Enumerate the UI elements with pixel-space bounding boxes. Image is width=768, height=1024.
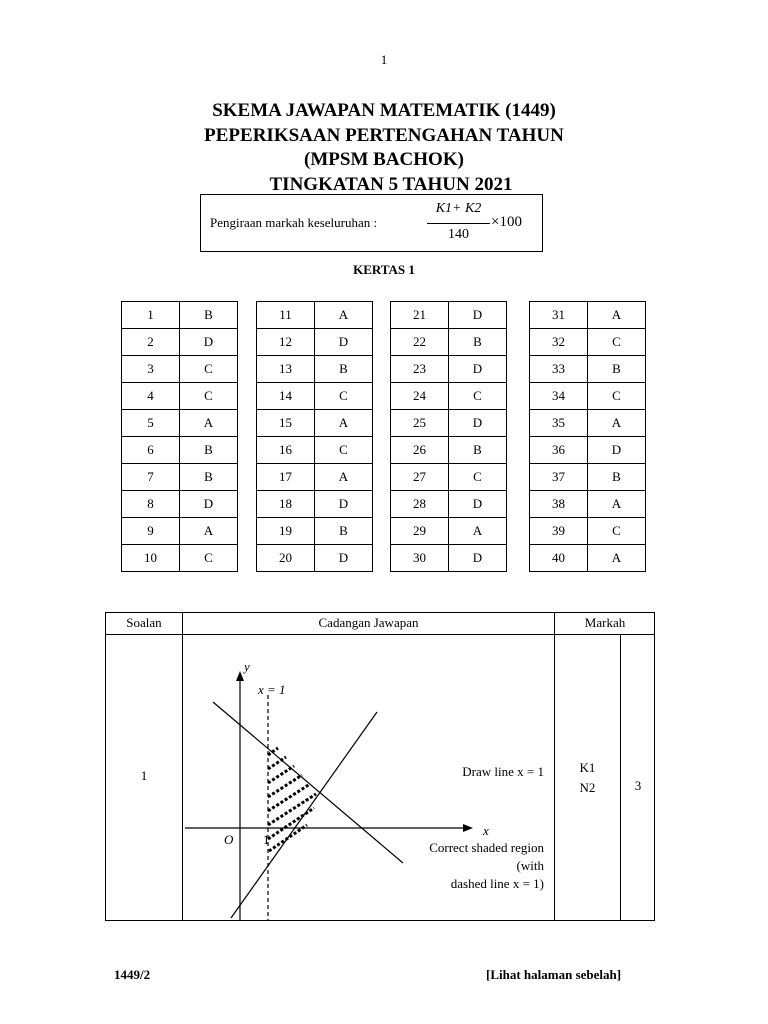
answer-row (122, 383, 238, 410)
answer-cell: C (180, 356, 238, 383)
answer-row (122, 302, 238, 329)
answer-table (390, 301, 507, 572)
answer-cell: C (180, 383, 238, 410)
answer-cell: C (449, 383, 507, 410)
question-number-cell: 11 (257, 302, 315, 329)
question-number-cell: 23 (391, 356, 449, 383)
note-draw-line: Draw line x = 1 (462, 764, 544, 779)
decreasing-line (213, 702, 403, 863)
answer-row (530, 329, 646, 356)
answer-cell: D (449, 491, 507, 518)
answer-row (391, 464, 507, 491)
question-number-cell: 34 (530, 383, 588, 410)
answer-row (391, 545, 507, 572)
answer-cell: A (315, 302, 373, 329)
answer-cell: A (588, 302, 646, 329)
answer-cell: D (449, 356, 507, 383)
answer-cell: D (449, 545, 507, 572)
question-number-cell: 2 (122, 329, 180, 356)
title-line-2: PEPERIKSAAN PERTENGAHAN TAHUN (204, 124, 564, 146)
answer-cell: A (588, 545, 646, 572)
answer-row (257, 329, 373, 356)
marks-formula-box (200, 194, 543, 252)
answer-row (122, 491, 238, 518)
answer-row (122, 410, 238, 437)
answer-row (391, 356, 507, 383)
answer-cell: C (315, 383, 373, 410)
x-axis-label: x (483, 823, 489, 838)
line-label-x-equals-1: x = 1 (258, 682, 286, 697)
answer-row (257, 437, 373, 464)
y-axis-arrow (236, 671, 244, 681)
answer-row (257, 410, 373, 437)
increasing-line (231, 712, 377, 918)
answer-row (391, 491, 507, 518)
question-number-cell: 37 (530, 464, 588, 491)
y-axis-label: y (244, 659, 250, 674)
question-number-cell: 26 (391, 437, 449, 464)
question-number-cell: 38 (530, 491, 588, 518)
answer-row (122, 356, 238, 383)
formula-fraction (427, 201, 490, 243)
question-number-cell: 20 (257, 545, 315, 572)
note-shaded-region (429, 839, 544, 893)
question-number-cell: 9 (122, 518, 180, 545)
answer-row (122, 518, 238, 545)
answer-row (530, 518, 646, 545)
note-region-line-2: (with (516, 858, 544, 873)
answer-cell: D (588, 437, 646, 464)
note-region-line-3: dashed line x = 1) (450, 876, 544, 891)
footer-next-page: [Lihat halaman sebelah] (486, 967, 622, 982)
answer-cell: B (315, 518, 373, 545)
mark-codes (555, 758, 620, 798)
answer-row (122, 437, 238, 464)
answer-cell: A (180, 410, 238, 437)
answer-cell: A (588, 491, 646, 518)
question-number-cell: 7 (122, 464, 180, 491)
answer-cell: D (315, 329, 373, 356)
answer-cell: A (180, 518, 238, 545)
answer-row (122, 329, 238, 356)
question-number-cell: 15 (257, 410, 315, 437)
question-number-cell: 30 (391, 545, 449, 572)
answer-row (530, 383, 646, 410)
header-answer: Cadangan Jawapan (318, 615, 419, 630)
answer-cell: D (180, 329, 238, 356)
question-number-cell: 6 (122, 437, 180, 464)
mark-code-n2: N2 (579, 780, 596, 795)
title-line-1: SKEMA JAWAPAN MATEMATIK (1449) (212, 100, 556, 121)
question-number-cell: 3 (122, 356, 180, 383)
answer-cell: A (588, 410, 646, 437)
question-number-cell: 4 (122, 383, 180, 410)
title-line-4: TINGKATAN 5 TAHUN 2021 (269, 173, 513, 195)
answer-row (530, 302, 646, 329)
answer-row (391, 302, 507, 329)
answer-table (256, 301, 373, 572)
question-number-cell: 1 (122, 302, 180, 329)
answer-row (530, 356, 646, 383)
page-number: 1 (380, 52, 388, 67)
question-number-cell: 12 (257, 329, 315, 356)
origin-label: O (224, 832, 234, 847)
answer-row (391, 329, 507, 356)
question-number-cell: 27 (391, 464, 449, 491)
mark-code-k1: K1 (579, 760, 596, 775)
answer-cell: B (315, 356, 373, 383)
answer-row (257, 356, 373, 383)
question-number-cell: 29 (391, 518, 449, 545)
answer-cell: D (315, 545, 373, 572)
answer-cell: A (449, 518, 507, 545)
question-number-cell: 35 (530, 410, 588, 437)
question-number-cell: 14 (257, 383, 315, 410)
answer-row (530, 464, 646, 491)
answer-row (257, 302, 373, 329)
question-number-cell: 24 (391, 383, 449, 410)
question-number-cell: 33 (530, 356, 588, 383)
answer-table (529, 301, 646, 572)
question-number-cell: 5 (122, 410, 180, 437)
formula-multiplier: ×100 (491, 214, 522, 230)
answer-row (257, 518, 373, 545)
formula-denominator: 140 (448, 227, 469, 242)
title-line-3: (MPSM BACHOK) (304, 149, 464, 170)
answer-cell: C (588, 518, 646, 545)
answer-row (391, 383, 507, 410)
note-region-line-1: Correct shaded region (429, 840, 544, 855)
answer-table (121, 301, 238, 572)
question-number-cell: 40 (530, 545, 588, 572)
x-axis-arrow (463, 824, 473, 832)
question-number-cell: 18 (257, 491, 315, 518)
answer-cell: B (588, 356, 646, 383)
answer-row (530, 545, 646, 572)
marking-scheme-table (105, 612, 655, 921)
question-number-cell: 25 (391, 410, 449, 437)
answer-cell: C (588, 329, 646, 356)
formula-numerator: K1+ K2 (435, 201, 482, 216)
answer-cell: B (180, 437, 238, 464)
answer-row (391, 518, 507, 545)
answer-cell: C (180, 545, 238, 572)
answer-cell: D (180, 491, 238, 518)
answer-cell: D (315, 491, 373, 518)
question-number-cell: 36 (530, 437, 588, 464)
answer-row (391, 410, 507, 437)
answer-cell: B (449, 329, 507, 356)
question-number-cell: 28 (391, 491, 449, 518)
question-number-cell: 21 (391, 302, 449, 329)
answer-cell: D (449, 410, 507, 437)
question-number-cell: 31 (530, 302, 588, 329)
answer-cell: C (449, 464, 507, 491)
question-number-cell: 10 (122, 545, 180, 572)
question-number: 1 (140, 768, 148, 783)
answer-cell: D (449, 302, 507, 329)
question-number-cell: 32 (530, 329, 588, 356)
footer-paper-code: 1449/2 (114, 967, 151, 982)
question-number-cell: 19 (257, 518, 315, 545)
answer-row (122, 545, 238, 572)
answer-cell: B (180, 464, 238, 491)
x-tick-label: 1 (263, 832, 270, 847)
question-number-cell: 13 (257, 356, 315, 383)
answer-cell: B (588, 464, 646, 491)
answer-row (257, 491, 373, 518)
header-marks: Markah (584, 615, 626, 630)
answer-cell: C (315, 437, 373, 464)
question-number-cell: 8 (122, 491, 180, 518)
question-number-cell: 17 (257, 464, 315, 491)
section-title: KERTAS 1 (353, 262, 415, 277)
answer-cell: A (315, 410, 373, 437)
answer-row (257, 545, 373, 572)
page-title (0, 99, 768, 197)
answer-row (530, 437, 646, 464)
answer-cell: C (588, 383, 646, 410)
question-number-cell: 39 (530, 518, 588, 545)
question-number-cell: 16 (257, 437, 315, 464)
answer-row (391, 437, 507, 464)
answer-row (257, 464, 373, 491)
question-number-cell: 22 (391, 329, 449, 356)
answer-cell: B (449, 437, 507, 464)
formula-label: Pengiraan markah keseluruhan : (210, 215, 378, 230)
answer-row (530, 491, 646, 518)
total-marks: 3 (634, 778, 642, 793)
answer-cell: B (180, 302, 238, 329)
answer-row (530, 410, 646, 437)
answer-row (122, 464, 238, 491)
answer-cell: A (315, 464, 373, 491)
answer-row (257, 383, 373, 410)
header-question: Soalan (126, 615, 162, 630)
fraction-bar (427, 223, 490, 224)
